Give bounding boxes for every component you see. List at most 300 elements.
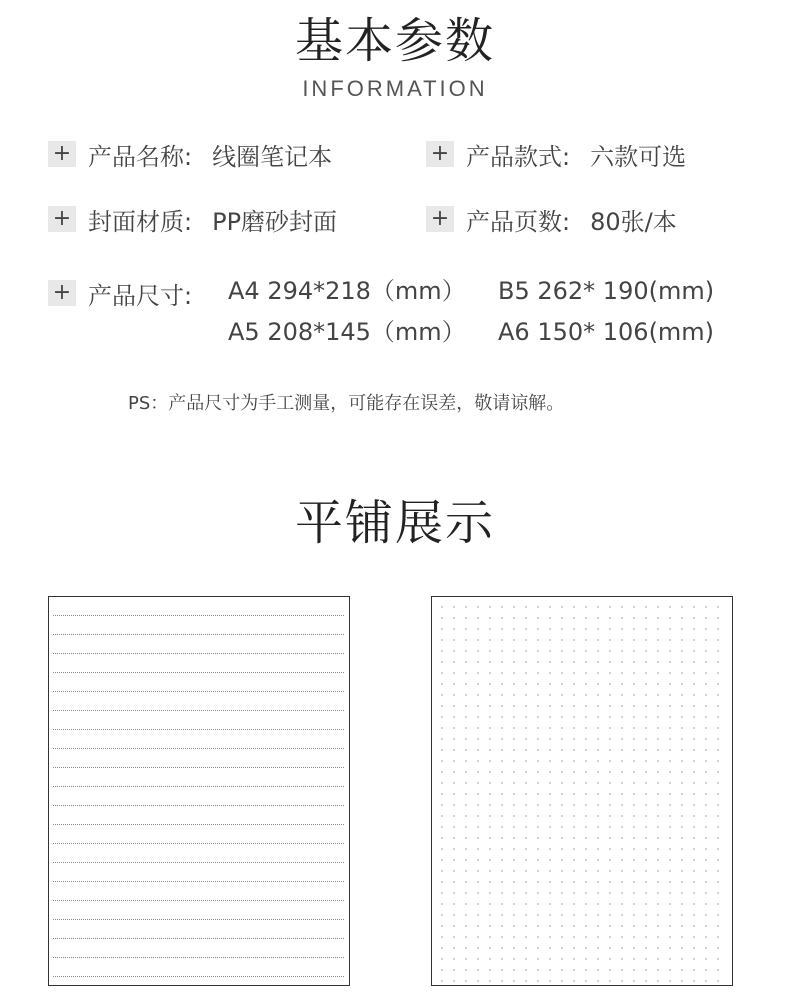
grid-dot [597,793,599,795]
grid-dot [549,661,551,663]
grid-dot [657,837,659,839]
grid-dot [489,628,491,630]
grid-dot [645,936,647,938]
grid-dot [633,793,635,795]
grid-dot [453,892,455,894]
grid-dot [537,650,539,652]
grid-dot [657,892,659,894]
grid-dot [453,980,455,982]
grid-dot [441,815,443,817]
grid-dot [513,672,515,674]
grid-dot [585,969,587,971]
grid-dot [597,716,599,718]
grid-dot [453,639,455,641]
grid-dot [573,804,575,806]
grid-dot [489,782,491,784]
grid-dot [489,672,491,674]
grid-dot [549,672,551,674]
grid-dot [681,650,683,652]
grid-dot [465,958,467,960]
grid-dot [585,870,587,872]
grid-dot [681,661,683,663]
grid-dot [597,969,599,971]
grid-dot [609,705,611,707]
grid-dot [441,628,443,630]
grid-dot [585,683,587,685]
plus-icon: + [48,280,76,306]
grid-dot [453,969,455,971]
grid-dot [573,628,575,630]
grid-dot [657,881,659,883]
grid-dot [453,870,455,872]
grid-dot [549,848,551,850]
grid-dot [681,859,683,861]
grid-dot [621,848,623,850]
grid-dot [501,936,503,938]
grid-dot [537,628,539,630]
grid-dot [573,826,575,828]
grid-dot [657,628,659,630]
grid-dot [477,881,479,883]
grid-dot [645,969,647,971]
grid-dot [621,936,623,938]
grid-dot [609,826,611,828]
grid-dot [693,639,695,641]
grid-dot [513,793,515,795]
grid-dot [501,782,503,784]
grid-dot [477,870,479,872]
grid-dot [633,683,635,685]
grid-dot [597,782,599,784]
grid-dot [549,815,551,817]
grid-dot [669,914,671,916]
grid-dot [489,815,491,817]
grid-dot [705,793,707,795]
grid-dot [501,804,503,806]
grid-dot [549,606,551,608]
grid-dot [513,639,515,641]
grid-dot [633,650,635,652]
grid-dot [525,815,527,817]
grid-dot [537,925,539,927]
grid-dot [441,727,443,729]
grid-dot [453,815,455,817]
grid-dot [657,705,659,707]
grid-dot [525,892,527,894]
grid-dot [657,936,659,938]
grid-dot [477,738,479,740]
grid-dot [693,760,695,762]
grid-dot [561,639,563,641]
grid-dot [609,650,611,652]
grid-dot [513,947,515,949]
grid-dot [441,837,443,839]
grid-dot [501,749,503,751]
grid-dot [633,925,635,927]
grid-dot [537,903,539,905]
grid-dot [441,947,443,949]
grid-dot [513,837,515,839]
grid-dot [561,606,563,608]
grid-dot [525,672,527,674]
grid-dot [477,650,479,652]
grid-dot [513,859,515,861]
grid-dot [525,969,527,971]
grid-dot [525,914,527,916]
grid-dot [549,639,551,641]
measurement-note: PS：产品尺寸为手工测量，可能存在误差，敬请谅解。 [128,393,565,414]
grid-dot [489,738,491,740]
grid-dot [549,760,551,762]
spec-value-pages: 80张/本 [590,207,677,236]
grid-dot [645,738,647,740]
grid-dot [705,947,707,949]
grid-dot [669,760,671,762]
grid-dot [657,672,659,674]
grid-dot [465,782,467,784]
grid-dot [501,628,503,630]
grid-dot [585,628,587,630]
grid-dot [441,694,443,696]
grid-dot [549,870,551,872]
grid-dot [609,683,611,685]
grid-dot [693,628,695,630]
grid-dot [705,837,707,839]
grid-dot [525,606,527,608]
grid-dot [489,892,491,894]
grid-dot [669,771,671,773]
grid-dot [501,914,503,916]
grid-dot [501,738,503,740]
grid-dot [561,661,563,663]
grid-dot [477,606,479,608]
grid-dot [489,958,491,960]
grid-dot [441,914,443,916]
grid-dot [453,947,455,949]
grid-dot [693,738,695,740]
grid-dot [645,892,647,894]
grid-dot [585,727,587,729]
grid-dot [693,914,695,916]
grid-dot [705,683,707,685]
grid-dot [657,694,659,696]
grid-dot [585,958,587,960]
grid-dot [513,980,515,982]
grid-dot [561,914,563,916]
grid-dot [537,606,539,608]
grid-dot [621,859,623,861]
grid-dot [501,947,503,949]
grid-dot [645,617,647,619]
grid-dot [717,815,719,817]
grid-dot [597,848,599,850]
grid-dot [561,848,563,850]
grid-dot [465,881,467,883]
grid-dot [501,716,503,718]
grid-dot [633,727,635,729]
grid-dot [441,903,443,905]
grid-dot [693,661,695,663]
grid-dot [705,958,707,960]
grid-dot [693,936,695,938]
grid-dot [645,639,647,641]
grid-dot [561,859,563,861]
grid-dot [657,738,659,740]
grid-dot [501,925,503,927]
grid-dot [477,837,479,839]
grid-dot [705,980,707,982]
grid-dot [453,738,455,740]
grid-dot [585,936,587,938]
grid-dot [657,683,659,685]
grid-dot [525,650,527,652]
grid-dot [501,661,503,663]
grid-dot [525,903,527,905]
grid-dot [705,969,707,971]
grid-dot [633,639,635,641]
grid-dot [477,771,479,773]
grid-dot [453,859,455,861]
grid-dot [669,826,671,828]
grid-dot [645,903,647,905]
grid-dot [717,628,719,630]
grid-dot [585,738,587,740]
grid-dot [549,628,551,630]
grid-dot [597,914,599,916]
grid-dot [537,848,539,850]
grid-dot [645,793,647,795]
grid-dot [597,683,599,685]
grid-dot [717,749,719,751]
grid-dot [501,705,503,707]
grid-dot [585,826,587,828]
grid-dot [693,804,695,806]
grid-dot [609,661,611,663]
grid-dot [501,771,503,773]
grid-dot [645,683,647,685]
grid-dot [597,705,599,707]
grid-dot [681,947,683,949]
dot-grid-pattern [432,597,732,985]
grid-dot [669,716,671,718]
grid-dot [513,683,515,685]
grid-dot [549,903,551,905]
grid-dot [489,760,491,762]
grid-dot [657,826,659,828]
grid-dot [621,749,623,751]
grid-dot [441,892,443,894]
grid-dot [525,705,527,707]
grid-dot [501,760,503,762]
grid-dot [513,958,515,960]
grid-dot [453,749,455,751]
grid-dot [489,914,491,916]
grid-dot [585,650,587,652]
grid-dot [465,815,467,817]
grid-dot [609,738,611,740]
grid-dot [489,980,491,982]
grid-dot [537,914,539,916]
grid-dot [561,925,563,927]
grid-dot [669,892,671,894]
grid-dot [657,727,659,729]
grid-dot [573,606,575,608]
grid-dot [669,837,671,839]
grid-dot [501,815,503,817]
grid-dot [597,749,599,751]
grid-dot [681,760,683,762]
grid-dot [513,892,515,894]
grid-dot [549,969,551,971]
grid-dot [657,760,659,762]
grid-dot [489,694,491,696]
grid-dot [501,892,503,894]
grid-dot [453,848,455,850]
grid-dot [717,804,719,806]
grid-dot [489,705,491,707]
grid-dot [597,837,599,839]
grid-dot [621,815,623,817]
grid-dot [441,793,443,795]
grid-dot [585,793,587,795]
grid-dot [513,870,515,872]
grid-dot [717,771,719,773]
grid-dot [657,716,659,718]
grid-dot [717,848,719,850]
grid-dot [537,617,539,619]
grid-dot [573,892,575,894]
grid-dot [657,903,659,905]
grid-dot [669,815,671,817]
grid-dot [705,738,707,740]
grid-dot [609,848,611,850]
grid-dot [525,837,527,839]
grid-dot [597,738,599,740]
grid-dot [537,881,539,883]
grid-dot [693,650,695,652]
grid-dot [561,980,563,982]
grid-dot [537,749,539,751]
grid-dot [477,782,479,784]
grid-dot [561,892,563,894]
grid-dot [717,650,719,652]
grid-dot [705,694,707,696]
grid-dot [609,980,611,982]
grid-dot [585,837,587,839]
grid-dot [525,826,527,828]
lined-page-sample [48,596,350,986]
grid-dot [441,848,443,850]
grid-dot [525,661,527,663]
grid-dot [513,914,515,916]
grid-dot [573,925,575,927]
grid-dot [513,617,515,619]
grid-dot [693,980,695,982]
grid-dot [441,859,443,861]
grid-dot [477,859,479,861]
grid-dot [693,793,695,795]
grid-dot [501,639,503,641]
grid-dot [621,881,623,883]
grid-dot [645,749,647,751]
grid-dot [573,969,575,971]
grid-dot [645,947,647,949]
grid-dot [477,947,479,949]
grid-dot [693,903,695,905]
grid-dot [561,760,563,762]
grid-dot [465,980,467,982]
grid-dot [717,606,719,608]
spec-row-name [48,138,332,170]
grid-dot [537,815,539,817]
grid-dot [669,848,671,850]
grid-dot [453,628,455,630]
grid-dot [705,870,707,872]
grid-dot [561,617,563,619]
grid-dot [633,936,635,938]
grid-dot [633,782,635,784]
grid-dot [669,782,671,784]
grid-dot [573,848,575,850]
grid-dot [525,628,527,630]
grid-dot [573,771,575,773]
grid-dot [477,903,479,905]
grid-dot [465,650,467,652]
grid-dot [525,870,527,872]
grid-dot [681,617,683,619]
grid-dot [585,881,587,883]
spec-value-cover: PP磨砂封面 [212,207,338,236]
grid-dot [705,815,707,817]
grid-dot [597,958,599,960]
grid-dot [621,958,623,960]
grid-dot [477,826,479,828]
grid-dot [597,936,599,938]
grid-dot [525,958,527,960]
grid-dot [633,980,635,982]
grid-dot [681,683,683,685]
grid-dot [537,771,539,773]
grid-dot [693,848,695,850]
grid-dot [645,716,647,718]
grid-dot [549,892,551,894]
grid-dot [645,804,647,806]
grid-dot [681,914,683,916]
grid-dot [669,969,671,971]
grid-dot [465,628,467,630]
grid-dot [489,936,491,938]
grid-dot [609,947,611,949]
grid-dot [453,661,455,663]
grid-dot [573,815,575,817]
grid-dot [717,716,719,718]
grid-dot [717,672,719,674]
grid-dot [645,958,647,960]
grid-dot [465,936,467,938]
grid-dot [657,958,659,960]
grid-dot [717,683,719,685]
grid-dot [513,804,515,806]
grid-dot [465,661,467,663]
grid-dot [537,694,539,696]
grid-dot [549,837,551,839]
grid-dot [597,859,599,861]
grid-dot [705,661,707,663]
grid-dot [537,980,539,982]
grid-dot [609,870,611,872]
grid-dot [705,903,707,905]
grid-dot [549,749,551,751]
